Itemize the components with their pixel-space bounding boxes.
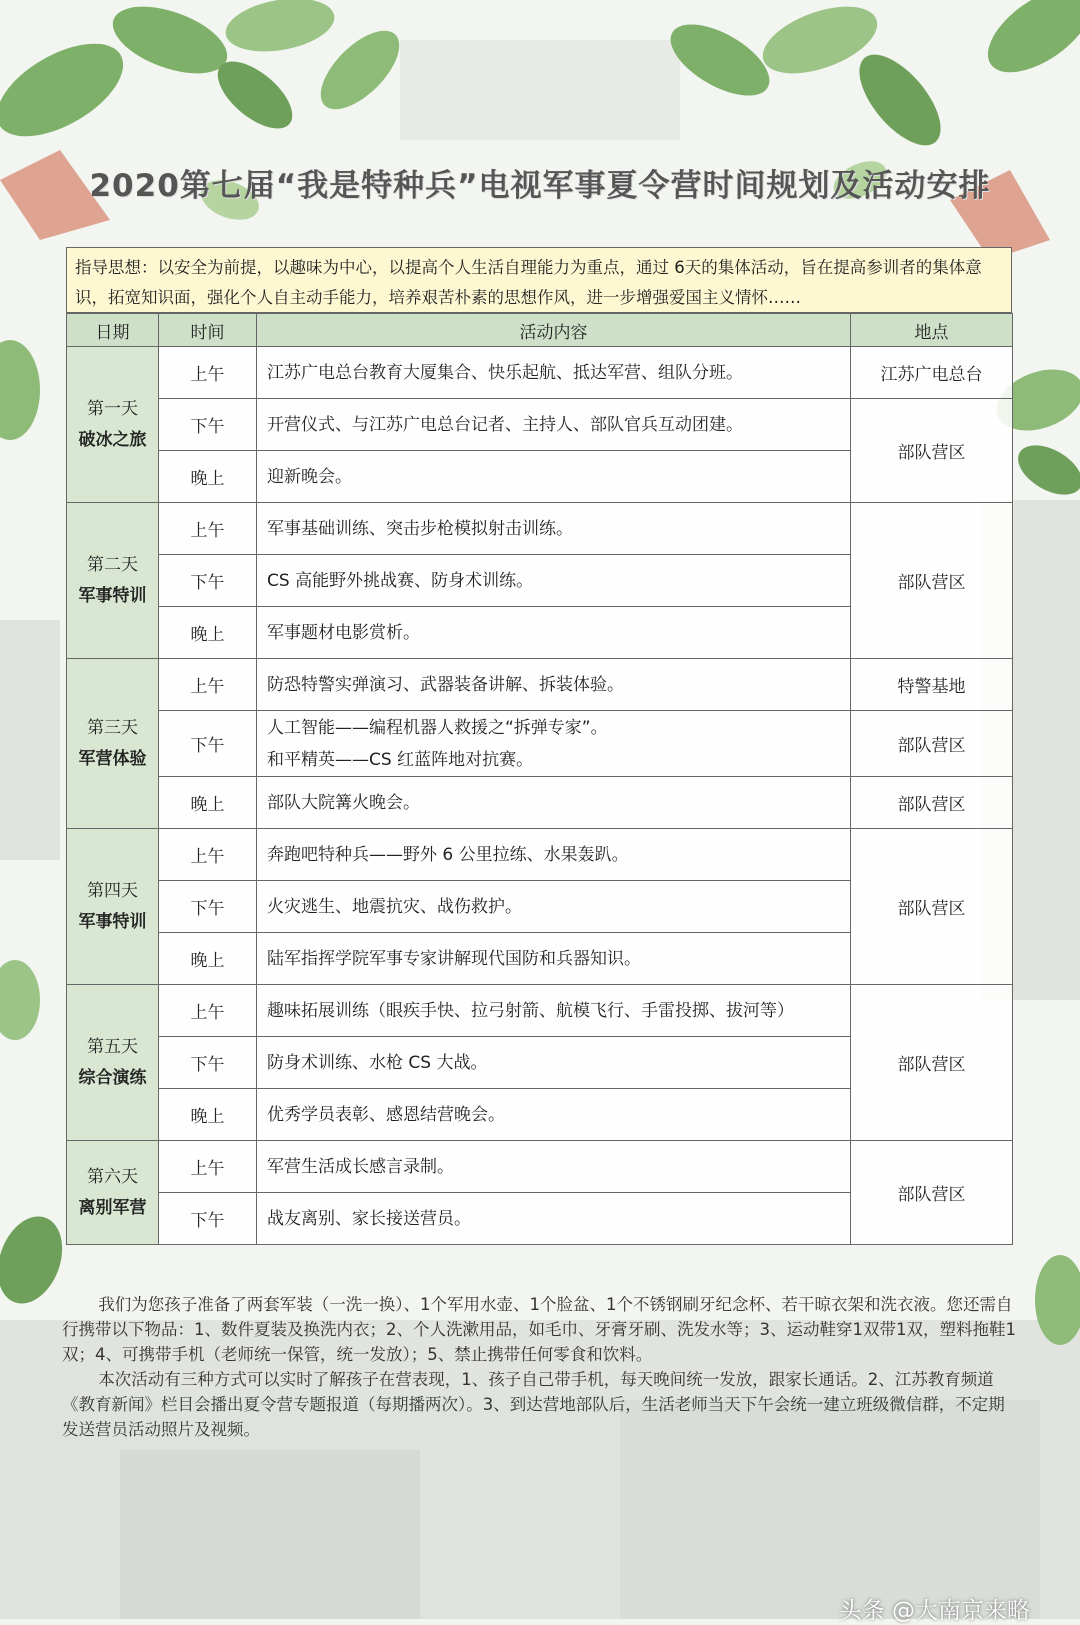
activity-text: 趣味拓展训练（眼疾手快、拉弓射箭、航模飞行、手雷投掷、拔河等）	[267, 1000, 794, 1021]
activity-cell	[257, 985, 851, 1037]
activity-cell	[257, 399, 851, 451]
activity-text: 迎新晚会。	[267, 466, 352, 487]
activity-cell	[257, 503, 851, 555]
activity-text: 防身术训练、水枪 CS 大战。	[267, 1052, 488, 1073]
time-cell: 下午	[159, 711, 257, 777]
activity-text: 江苏广电总台教育大厦集合、快乐起航、抵达军营、组队分班。	[267, 362, 743, 383]
activity-cell	[257, 1089, 851, 1141]
table-row	[67, 1141, 1013, 1193]
time-cell: 晚上	[159, 933, 257, 985]
activity-text: 开营仪式、与江苏广电总台记者、主持人、部队官兵互动团建。	[267, 414, 743, 435]
day-theme: 离别军营	[78, 1197, 147, 1218]
activity-text: 火灾逃生、地震抗灾、战伤救护。	[267, 896, 522, 917]
activity-cell	[257, 1037, 851, 1089]
time-cell: 晚上	[159, 777, 257, 829]
activity-cell	[257, 347, 851, 399]
activity-cell	[257, 711, 851, 777]
day-cell	[67, 1141, 159, 1245]
activity-text: 军事基础训练、突击步枪模拟射击训练。	[267, 518, 573, 539]
place-cell: 部队营区	[851, 399, 1013, 503]
day-cell	[67, 503, 159, 659]
day-cell	[67, 347, 159, 503]
table-row	[67, 777, 1013, 829]
notes	[62, 1292, 1020, 1442]
activity-text: 军事题材电影赏析。	[267, 622, 420, 643]
activity-cell	[257, 829, 851, 881]
day-number: 第一天	[87, 398, 138, 419]
time-cell: 上午	[159, 347, 257, 399]
day-theme: 军事特训	[78, 585, 147, 606]
place-cell: 部队营区	[851, 711, 1013, 777]
activity-text: 奔跑吧特种兵——野外 6 公里拉练、水果轰趴。	[267, 844, 629, 865]
time-cell: 上午	[159, 503, 257, 555]
activity-cell	[257, 933, 851, 985]
time-cell: 上午	[159, 659, 257, 711]
activity-text: 战友离别、家长接送营员。	[267, 1208, 471, 1229]
day-number: 第五天	[87, 1036, 138, 1057]
table-row	[67, 347, 1013, 399]
activity-text: CS 高能野外挑战赛、防身术训练。	[267, 570, 534, 591]
time-cell: 下午	[159, 881, 257, 933]
activity-text: 军营生活成长感言录制。	[267, 1156, 454, 1177]
guiding-principle: 指导思想：以安全为前提，以趣味为中心，以提高个人生活自理能力为重点，通过 6天的集体活动，旨在提高参训者的集体意识，拓宽知识面，强化个人自主动手能力，培养艰苦朴素的思想作风，进一步增强爱国主义情怀……	[66, 247, 1012, 313]
day-number: 第三天	[87, 717, 138, 738]
activity-text: 陆军指挥学院军事专家讲解现代国防和兵器知识。	[267, 948, 641, 969]
time-cell: 晚上	[159, 607, 257, 659]
activity-text: 和平精英——CS 红蓝阵地对抗赛。	[267, 749, 534, 770]
activity-cell	[257, 881, 851, 933]
note-paragraph: 我们为您孩子准备了两套军装（一洗一换）、1个军用水壶、1个脸盆、1个不锈钢刷牙纪念杯、若干晾衣架和洗衣液。您还需自行携带以下物品：1、数件夏装及换洗内衣；2、个人洗漱用品，如毛巾、牙膏牙刷、洗发水等；3、运动鞋穿1双带1双，塑料拖鞋1双；4、可携带手机（老师统一保管，统一发放）；5、禁止携带任何零食和饮料。	[62, 1295, 1016, 1364]
activity-cell	[257, 1141, 851, 1193]
table-row	[67, 711, 1013, 777]
activity-cell	[257, 777, 851, 829]
header-time: 时间	[159, 314, 257, 347]
day-number: 第四天	[87, 880, 138, 901]
note-paragraph: 本次活动有三种方式可以实时了解孩子在营表现，1、孩子自己带手机，每天晚间统一发放，跟家长通话。2、江苏教育频道《教育新闻》栏目会播出夏令营专题报道（每期播两次）。3、到达营地部队后，生活老师当天下午会统一建立班级微信群，不定期发送营员活动照片及视频。	[62, 1370, 1005, 1439]
activity-cell	[257, 451, 851, 503]
time-cell: 上午	[159, 829, 257, 881]
page-title: 2020第七届“我是特种兵”电视军事夏令营时间规划及活动安排	[89, 168, 991, 204]
day-theme: 军事特训	[78, 911, 147, 932]
activity-text: 人工智能——编程机器人救援之“拆弹专家”。	[267, 717, 608, 738]
place-cell: 部队营区	[851, 1141, 1013, 1245]
time-cell: 下午	[159, 1193, 257, 1245]
place-cell: 部队营区	[851, 985, 1013, 1141]
header-content: 活动内容	[257, 314, 851, 347]
place-cell: 特警基地	[851, 659, 1013, 711]
time-cell: 晚上	[159, 1089, 257, 1141]
watermark: 头条 @大南京来略	[838, 1598, 1030, 1624]
table-row	[67, 985, 1013, 1037]
activity-cell	[257, 555, 851, 607]
header-date: 日期	[67, 314, 159, 347]
table-row	[67, 829, 1013, 881]
day-number: 第六天	[87, 1166, 138, 1187]
time-cell: 下午	[159, 1037, 257, 1089]
day-theme: 军营体验	[78, 748, 147, 769]
activity-cell	[257, 607, 851, 659]
day-cell	[67, 985, 159, 1141]
place-cell: 部队营区	[851, 503, 1013, 659]
time-cell: 晚上	[159, 451, 257, 503]
day-theme: 综合演练	[78, 1067, 147, 1088]
time-cell: 下午	[159, 399, 257, 451]
place-cell: 部队营区	[851, 829, 1013, 985]
day-theme: 破冰之旅	[78, 429, 147, 450]
activity-text: 部队大院篝火晚会。	[267, 792, 420, 813]
time-cell: 上午	[159, 985, 257, 1037]
day-cell	[67, 829, 159, 985]
place-cell: 部队营区	[851, 777, 1013, 829]
table-row	[67, 659, 1013, 711]
place-cell: 江苏广电总台	[851, 347, 1013, 399]
activity-cell	[257, 659, 851, 711]
activity-text: 防恐特警实弹演习、武器装备讲解、拆装体验。	[267, 674, 624, 695]
day-number: 第二天	[87, 554, 138, 575]
time-cell: 下午	[159, 555, 257, 607]
day-cell	[67, 659, 159, 829]
header-place: 地点	[851, 314, 1013, 347]
activity-text: 优秀学员表彰、感恩结营晚会。	[267, 1104, 505, 1125]
time-cell: 上午	[159, 1141, 257, 1193]
schedule-table	[66, 313, 1013, 1245]
table-row	[67, 399, 1013, 451]
activity-cell	[257, 1193, 851, 1245]
table-row	[67, 503, 1013, 555]
